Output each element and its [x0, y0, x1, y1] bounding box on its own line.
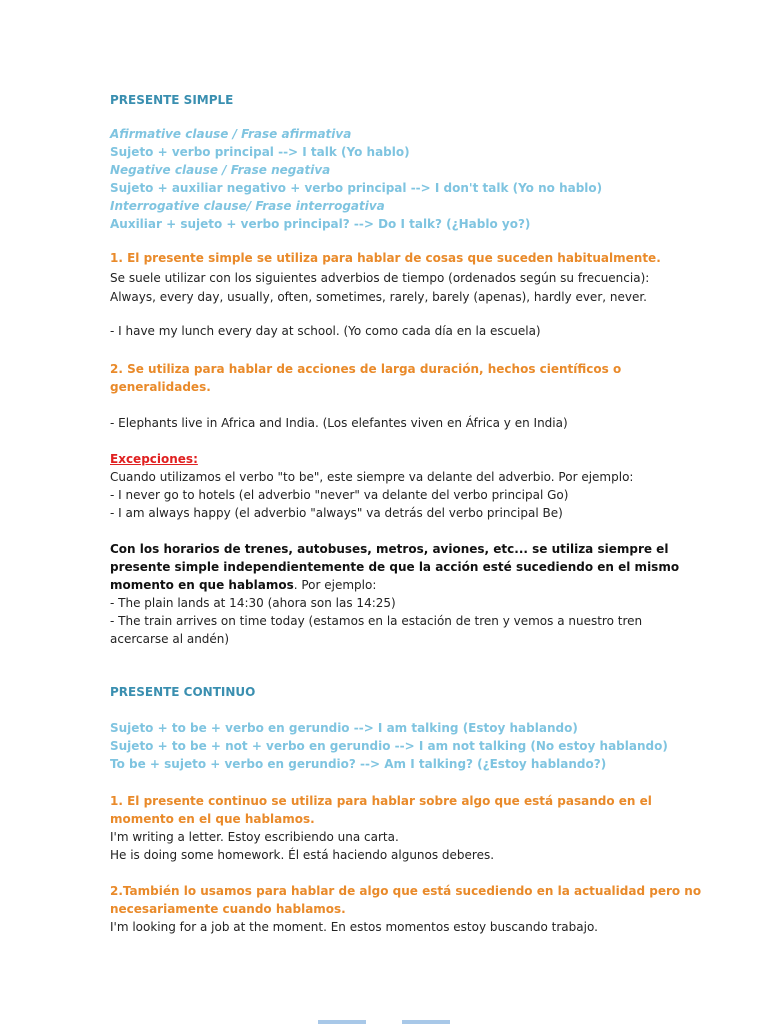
- schedule-text-3: [110, 577, 376, 593]
- example-lunch: - I have my lunch every day at school. (Yo como cada día en la escuela): [110, 324, 541, 338]
- rule-2-heading-cont: generalidades.: [110, 380, 211, 394]
- schedule-text-3-tail: . Por ejemplo:: [293, 578, 377, 592]
- continuous-rule-1-heading-cont: momento en el que hablamos.: [110, 812, 315, 826]
- example-elephants: - Elephants live in Africa and India. (Los elefantes viven en África y en India): [110, 416, 568, 430]
- section-title-presente-simple: PRESENTE SIMPLE: [110, 93, 234, 107]
- formula-negative-label: Negative clause / Frase negativa: [110, 163, 331, 177]
- rule-2-heading: 2. Se utiliza para hablar de acciones de larga duración, hechos científicos o: [110, 362, 622, 376]
- adverbs-list: Always, every day, usually, often, sometimes, rarely, barely (apenas), hardly ever, never.: [110, 290, 647, 304]
- section-title-presente-continuo: PRESENTE CONTINUO: [110, 685, 256, 699]
- schedule-example-2-cont: acercarse al andén): [110, 632, 230, 646]
- exceptions-text: Cuando utilizamos el verbo "to be", este siempre va delante del adverbio. Por ejemplo:: [110, 470, 634, 484]
- exceptions-label: Excepciones:: [110, 452, 198, 466]
- schedule-example-2: - The train arrives on time today (estamos en la estación de tren y vemos a nuestro tren: [110, 614, 643, 628]
- formula-affirmative: Sujeto + verbo principal --> I talk (Yo hablo): [110, 145, 410, 159]
- formula-interrogative-label: Interrogative clause/ Frase interrogativa: [110, 199, 385, 213]
- continuous-rule-1-heading: 1. El presente continuo se utiliza para hablar sobre algo que está pasando en el: [110, 794, 652, 808]
- continuous-example-letter: I'm writing a letter. Estoy escribiendo una carta.: [110, 830, 399, 844]
- rule-1-text: Se suele utilizar con los siguientes adverbios de tiempo (ordenados según su frecuencia):: [110, 271, 650, 285]
- continuous-formula-affirmative: Sujeto + to be + verbo en gerundio --> I am talking (Estoy hablando): [110, 721, 578, 735]
- continuous-rule-2-heading: 2.También lo usamos para hablar de algo que está sucediendo en la actualidad pero no: [110, 884, 702, 898]
- exceptions-example-2: - I am always happy (el adverbio "always" va detrás del verbo principal Be): [110, 506, 563, 520]
- continuous-formula-interrogative: To be + sujeto + verbo en gerundio? --> Am I talking? (¿Estoy hablando?): [110, 757, 607, 771]
- continuous-example-job: I'm looking for a job at the moment. En estos momentos estoy buscando trabajo.: [110, 920, 598, 934]
- footer-nav-bar-right: [402, 1020, 450, 1024]
- schedule-text-1: Con los horarios de trenes, autobuses, metros, aviones, etc... se utiliza siempre el: [110, 542, 669, 556]
- continuous-example-homework: He is doing some homework. Él está haciendo algunos deberes.: [110, 848, 495, 862]
- continuous-formula-negative: Sujeto + to be + not + verbo en gerundio --> I am not talking (No estoy hablando): [110, 739, 668, 753]
- schedule-text-2: presente simple independientemente de que la acción esté sucediendo en el mismo: [110, 560, 680, 574]
- exceptions-example-1: - I never go to hotels (el adverbio "never" va delante del verbo principal Go): [110, 488, 569, 502]
- continuous-rule-2-heading-cont: necesariamente cuando hablamos.: [110, 902, 346, 916]
- formula-negative: Sujeto + auxiliar negativo + verbo principal --> I don't talk (Yo no hablo): [110, 181, 603, 195]
- formula-affirmative-label: Afirmative clause / Frase afirmativa: [110, 127, 352, 141]
- schedule-example-1: - The plain lands at 14:30 (ahora son las 14:25): [110, 596, 396, 610]
- formula-interrogative: Auxiliar + sujeto + verbo principal? --> Do I talk? (¿Hablo yo?): [110, 217, 531, 231]
- footer-nav-bar-left: [318, 1020, 366, 1024]
- rule-1-heading: 1. El presente simple se utiliza para hablar de cosas que suceden habitualmente.: [110, 251, 661, 265]
- schedule-text-3-bold: momento en que hablamos: [110, 578, 294, 592]
